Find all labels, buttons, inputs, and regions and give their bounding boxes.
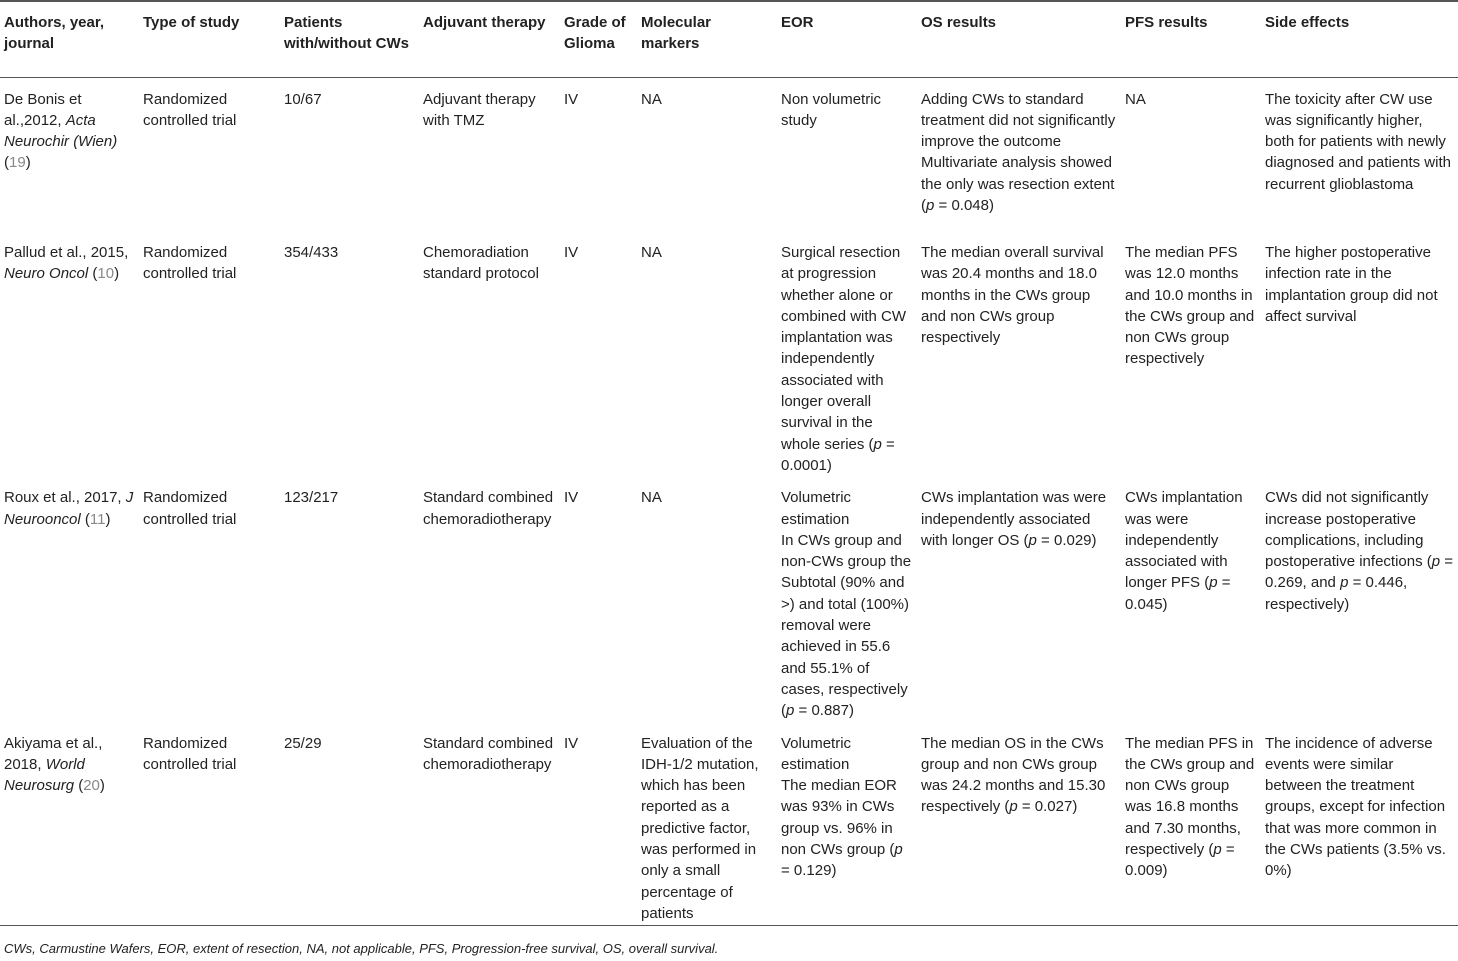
cell-eor	[777, 722, 917, 926]
cell-os	[917, 476, 1121, 721]
cell-eor	[777, 476, 917, 721]
header-os: OS results	[921, 14, 997, 31]
cell-author	[0, 77, 139, 231]
header-adjuvant: Adjuvant therapy	[423, 14, 546, 31]
header-side-effects: Side effects	[1265, 14, 1350, 31]
cell-adjuvant: Chemoradiation standard protocol	[423, 244, 539, 283]
os-p-value: = 0.029)	[1036, 531, 1097, 549]
eor-p-value: = 0.129)	[781, 862, 837, 880]
header-grade: Grade of Glioma	[564, 14, 626, 53]
cell-type: Randomized controlled trial	[143, 244, 237, 283]
author-text: De Bonis et al.,2012,	[4, 90, 82, 129]
os-p-value: = 0.027)	[1017, 798, 1078, 816]
cell-grade: IV	[564, 734, 579, 752]
os-text: CWs implantation was were independently associated with longer OS (	[921, 489, 1107, 549]
header-type: Type of study	[143, 14, 240, 31]
ref-close: )	[99, 777, 105, 795]
p-symbol: p	[1009, 798, 1018, 816]
ref-close: )	[25, 154, 31, 172]
side-text: CWs did not significantly increase postoperative complications, including postoperative infections (	[1265, 489, 1432, 571]
p-symbol: p	[926, 196, 935, 214]
header-markers: Molecular markers	[641, 14, 712, 53]
p-symbol: p	[1431, 553, 1441, 571]
author-text: Akiyama et al., 2018,	[4, 734, 103, 773]
journal-name: Neuro Oncol	[4, 265, 89, 283]
eor-method: Volumetric estimation	[781, 734, 852, 773]
reference-link[interactable]: 20	[83, 777, 100, 795]
cell-pfs: NA	[1125, 90, 1146, 108]
cell-adjuvant: Adjuvant therapy with TMZ	[423, 90, 536, 129]
table-row	[0, 231, 1458, 476]
cell-os	[917, 722, 1121, 926]
cell-adjuvant: Standard combined chemoradiotherapy	[423, 734, 554, 773]
cell-os	[917, 77, 1121, 231]
cell-grade: IV	[564, 489, 579, 507]
eor-text: In CWs group and non-CWs group the Subtotal (90% and >) and total (100%) removal were achieved in 55.6 and 55.1% of cases, respectively (	[781, 531, 912, 720]
cell-type: Randomized controlled trial	[143, 734, 237, 773]
pfs-text: CWs implantation was were independently associated with longer PFS (	[1125, 489, 1243, 592]
header-eor: EOR	[781, 14, 814, 31]
cell-markers: NA	[641, 90, 662, 108]
pfs-p-value: = 0.009)	[1125, 841, 1235, 880]
cell-grade: IV	[564, 90, 579, 108]
cell-author	[0, 722, 139, 926]
cell-patients: 123/217	[284, 489, 339, 507]
cell-os: The median overall survival was 20.4 months and 18.0 months in the CWs group and non CWs group respectively	[921, 244, 1104, 347]
cell-side-effects: The toxicity after CW use was significantly higher, both for patients with newly diagnosed and patients with recurrent glioblastoma	[1265, 90, 1451, 193]
pfs-p-value: = 0.045)	[1125, 574, 1231, 613]
table-row	[0, 722, 1458, 926]
ref-open: (	[74, 777, 84, 795]
cell-pfs	[1121, 722, 1261, 926]
journal-name: J Neurooncol	[4, 489, 134, 528]
cell-side-effects: The incidence of adverse events were similar between the treatment groups, except for infection that was more common in the CWs patients (3.5% vs. 0%)	[1265, 734, 1446, 880]
header-authors: Authors, year, journal	[4, 14, 105, 53]
eor-method: Volumetric estimation	[781, 489, 852, 528]
p-symbol: p	[1209, 574, 1218, 592]
cell-type: Randomized controlled trial	[143, 90, 237, 129]
eor-p-value: = 0.0001)	[781, 435, 895, 474]
cell-author	[0, 476, 139, 721]
cell-markers: NA	[641, 489, 662, 507]
cell-author	[0, 231, 139, 476]
cell-patients: 10/67	[284, 90, 322, 108]
journal-name: Acta Neurochir (Wien)	[4, 111, 118, 151]
os-text: The median OS in the CWs group and non CWs group was 24.2 months and 15.30 respectively (	[921, 734, 1106, 816]
ref-open: (	[4, 154, 9, 172]
side-p-value: = 0.269, and	[1265, 553, 1454, 592]
pfs-text: The median PFS in the CWs group and non CWs group was 16.8 months and 7.30 months, respectively (	[1125, 734, 1255, 859]
eor-text: Surgical resection at progression whether alone or combined with CW implantation was independently associated with longer overall survival in the whole series (	[781, 244, 907, 453]
ref-close: )	[114, 265, 120, 283]
cell-markers: NA	[641, 244, 662, 261]
table-row	[0, 476, 1458, 721]
cell-patients: 25/29	[284, 734, 322, 752]
cell-grade: IV	[564, 244, 579, 261]
table-row	[0, 77, 1458, 231]
ref-open: (	[80, 510, 90, 528]
cell-type: Randomized controlled trial	[143, 489, 237, 528]
header-patients: Patients with/without CWs	[284, 14, 409, 53]
journal-name: World Neurosurg	[4, 755, 85, 795]
ref-open: (	[88, 265, 98, 283]
p-symbol: p	[786, 702, 795, 720]
cell-markers: Evaluation of the IDH-1/2 mutation, which has been reported as a predictive factor, was performed in only a small percentage of patients	[641, 734, 759, 922]
p-symbol: p	[1340, 574, 1349, 592]
reference-link[interactable]: 19	[9, 154, 26, 172]
header-pfs: PFS results	[1125, 14, 1208, 31]
eor-p-value: = 0.887)	[794, 702, 854, 720]
cell-eor	[777, 231, 917, 476]
table-footnote: CWs, Carmustine Wafers, EOR, extent of resection, NA, not applicable, PFS, Progression-free survival, OS, overall survival.	[4, 941, 719, 956]
cell-side-effects	[1261, 476, 1458, 721]
p-symbol: p	[1028, 531, 1037, 549]
cell-eor: Non volumetric study	[781, 90, 882, 129]
side-p-value-2: = 0.446, respectively)	[1265, 574, 1408, 613]
header-row	[0, 1, 1458, 77]
reference-link[interactable]: 10	[97, 265, 115, 283]
cell-patients: 354/433	[284, 244, 339, 261]
p-symbol: p	[1213, 841, 1222, 859]
cell-pfs	[1121, 476, 1261, 721]
cell-adjuvant: Standard combined chemoradiotherapy	[423, 489, 554, 528]
author-text: Pallud et al., 2015,	[4, 244, 129, 261]
reference-link[interactable]: 11	[89, 510, 106, 528]
cell-side-effects: The higher postoperative infection rate in the implantation group did not affect survival	[1265, 244, 1438, 325]
author-text: Roux et al., 2017,	[4, 489, 126, 507]
os-p-value: = 0.048)	[934, 196, 994, 214]
ref-close: )	[105, 510, 111, 528]
os-text: Adding CWs to standard treatment did not significantly improve the outcome Multivariate analysis showed the only was resection extent (	[921, 90, 1116, 214]
eor-text: The median EOR was 93% in CWs group vs. 96% in non CWs group (	[781, 777, 897, 859]
cell-pfs: The median PFS was 12.0 months and 10.0 months in the CWs group and non CWs group respectively	[1125, 244, 1255, 368]
p-symbol: p	[894, 841, 903, 859]
p-symbol: p	[873, 435, 882, 453]
